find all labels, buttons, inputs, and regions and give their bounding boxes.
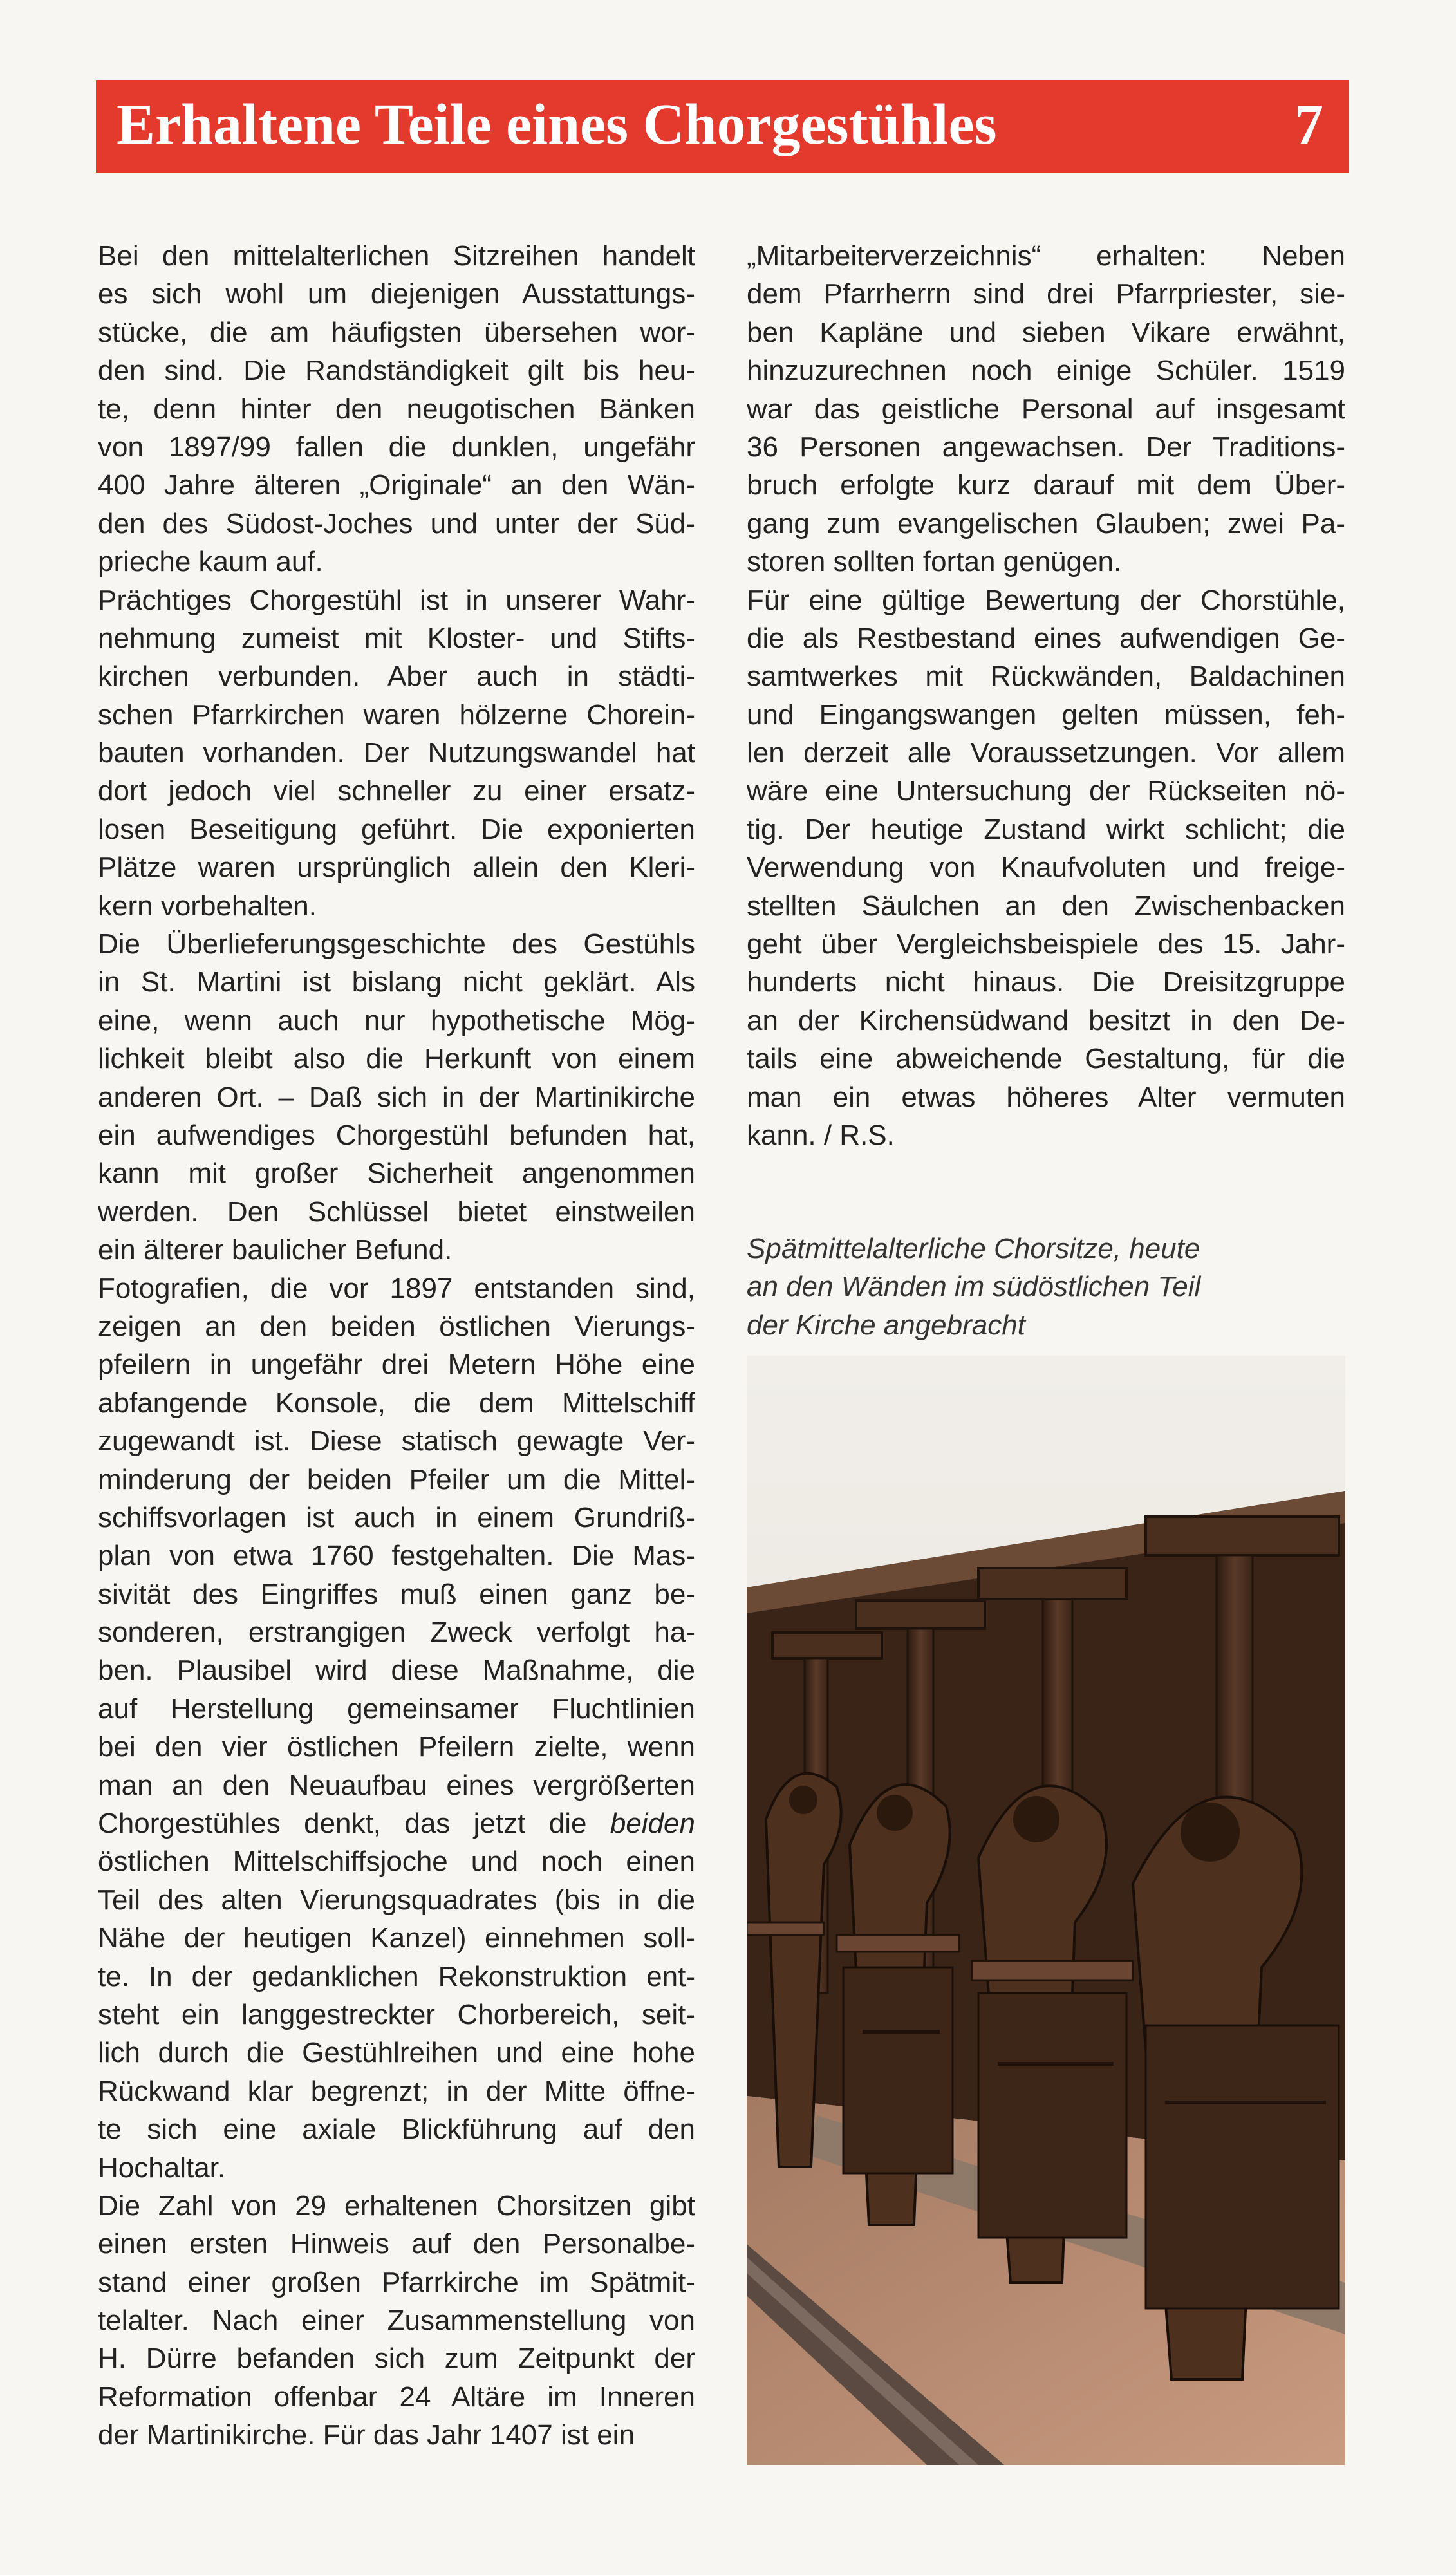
text-line: H. Dürre befanden sich zum Zeitpunkt der	[98, 2343, 695, 2375]
text-line: war das geistliche Personal auf insgesamt	[747, 393, 1345, 425]
emphasis: beiden	[610, 1808, 695, 1840]
text-line: gang zum evangelischen Glauben; zwei Pa-	[747, 507, 1345, 539]
text-line: Die Überlieferungsgeschichte des Gestühls	[98, 928, 695, 960]
text-line: schen Pfarrkirchen waren hölzerne Chorein-	[98, 698, 695, 731]
choir-stalls-illustration	[747, 1356, 1345, 2465]
right-text-column	[747, 237, 1345, 1154]
text-line: steht ein langgestreckter Chorbereich, seit-	[98, 1998, 695, 2030]
text-line: kern vorbehalten.	[98, 890, 317, 922]
text-line: eine, wenn auch nur hypothetische Mög-	[98, 1004, 695, 1036]
text-line: bruch erfolgte kurz darauf mit dem Über-	[747, 469, 1345, 501]
chapter-title: Erhaltene Teile eines Chorgestühles	[117, 93, 997, 156]
text-line: te, denn hinter den neugotischen Bänken	[98, 393, 695, 425]
text-line: auf Herstellung gemeinsamer Fluchtlinien	[98, 1692, 695, 1725]
text-line: hunderts nicht hinaus. Die Dreisitzgruppe	[747, 966, 1345, 998]
text-line: Die Zahl von 29 erhaltenen Chorsitzen gibt	[98, 2189, 695, 2222]
caption-line: der Kirche angebracht	[747, 1309, 1025, 1341]
text-line: hinzuzurechnen noch einige Schüler. 1519	[747, 355, 1345, 387]
text-line: ein älterer baulicher Befund.	[98, 1234, 453, 1266]
text-line: Bei den mittelalterlichen Sitzreihen handelt	[98, 240, 695, 272]
text-line	[98, 1804, 695, 1842]
text-line: Für eine gültige Bewertung der Chorstühle,	[747, 584, 1345, 616]
text-line: kann mit großer Sicherheit angenommen	[98, 1157, 695, 1190]
text-line: dort jedoch viel schneller zu einer ersatz-	[98, 775, 695, 807]
text-line: stellten Säulchen an den Zwischenbacken	[747, 890, 1345, 922]
text-line: den des Südost-Joches und unter der Süd-	[98, 507, 695, 539]
choir-stalls-photo	[747, 1356, 1345, 2465]
text-line: ben Kapläne und sieben Vikare erwähnt,	[747, 316, 1345, 348]
text-line: pfeilern in ungefähr drei Metern Höhe eine	[98, 1349, 695, 1381]
text-line: tig. Der heutige Zustand wirkt schlicht; die	[747, 813, 1345, 845]
text-line: man an den Neuaufbau eines vergrößerten	[98, 1769, 695, 1801]
text-line: 400 Jahre älteren „Originale“ an den Wän-	[98, 469, 695, 501]
text-line-part: Chorgestühles denkt, das jetzt die	[98, 1808, 587, 1840]
text-line: Hochaltar.	[98, 2151, 226, 2184]
text-line: plan von etwa 1760 festgehalten. Die Mas-	[98, 1540, 695, 1572]
text-line: sivität des Eingriffes muß einen ganz be-	[98, 1578, 695, 1610]
text-line: prieche kaum auf.	[98, 546, 323, 578]
text-line: 36 Personen angewachsen. Der Traditions-	[747, 431, 1345, 463]
text-line: zeigen an den beiden östlichen Vierungs-	[98, 1310, 695, 1342]
text-line: geht über Vergleichsbeispiele des 15. Jahr-	[747, 928, 1345, 960]
text-line: samtwerkes mit Rückwänden, Baldachinen	[747, 660, 1345, 693]
text-line: Prächtiges Chorgestühl ist in unserer Wahr-	[98, 584, 695, 616]
text-line: Teil des alten Vierungsquadrates (bis in die	[98, 1884, 695, 1916]
text-line: te sich eine axiale Blickführung auf den	[98, 2113, 695, 2146]
text-line: wäre eine Untersuchung der Rückseiten nö-	[747, 775, 1345, 807]
caption-line: an den Wänden im südöstlichen Teil	[747, 1271, 1201, 1303]
text-line: Nähe der heutigen Kanzel) einnehmen soll-	[98, 1922, 695, 1954]
caption-line: Spätmittelalterliche Chorsitze, heute	[747, 1233, 1200, 1264]
text-line: und Eingangswangen gelten müssen, feh-	[747, 698, 1345, 731]
text-line: storen sollten fortan genügen.	[747, 546, 1122, 578]
text-line: nehmung zumeist mit Kloster- und Stifts-	[98, 622, 695, 654]
text-line: den sind. Die Randständigkeit gilt bis heu-	[98, 355, 695, 387]
text-line: kann. / R.S.	[747, 1119, 895, 1151]
page-number: 7	[1294, 93, 1323, 156]
text-line: Plätze waren ursprünglich allein den Kleri-	[98, 852, 695, 884]
text-line: te. In der gedanklichen Rekonstruktion ent-	[98, 1960, 695, 1992]
text-line: Fotografien, die vor 1897 entstanden sind,	[98, 1272, 695, 1304]
text-line: abfangende Konsole, die dem Mittelschiff	[98, 1387, 695, 1419]
text-line: der Martinikirche. Für das Jahr 1407 ist ein	[98, 2419, 635, 2451]
text-line: dem Pfarrherrn sind drei Pfarrpriester, sie-	[747, 278, 1345, 310]
text-line: len derzeit alle Voraussetzungen. Vor allem	[747, 737, 1345, 769]
text-line: lichkeit bleibt also die Herkunft von einem	[98, 1043, 695, 1075]
text-line: bei den vier östlichen Pfeilern zielte, wenn	[98, 1731, 695, 1763]
text-line: sonderen, erstrangigen Zweck verfolgt ha-	[98, 1616, 695, 1649]
text-line: ben. Plausibel wird diese Maßnahme, die	[98, 1654, 695, 1687]
text-line: östlichen Mittelschiffsjoche und noch einen	[98, 1846, 695, 1878]
left-text-column	[98, 237, 695, 2455]
text-line: tails eine abweichende Gestaltung, für die	[747, 1043, 1345, 1075]
text-line: losen Beseitigung geführt. Die exponierten	[98, 813, 695, 845]
text-line: anderen Ort. – Daß sich in der Martinikirche	[98, 1081, 695, 1113]
text-line: Rückwand klar begrenzt; in der Mitte öffne-	[98, 2075, 695, 2107]
text-line: von 1897/99 fallen die dunklen, ungefähr	[98, 431, 695, 463]
text-line: schiffsvorlagen ist auch in einem Grundriß-	[98, 1501, 695, 1533]
text-line: einen ersten Hinweis auf den Personalbe-	[98, 2228, 695, 2260]
text-line: Reformation offenbar 24 Altäre im Inneren	[98, 2381, 695, 2413]
chapter-header	[96, 80, 1349, 173]
text-line: lich durch die Gestühlreihen und eine hohe	[98, 2037, 695, 2069]
photo-caption	[747, 1230, 1345, 1344]
text-line: Verwendung von Knaufvoluten und freige-	[747, 852, 1345, 884]
text-line: minderung der beiden Pfeiler um die Mittel-	[98, 1463, 695, 1495]
text-line: kirchen verbunden. Aber auch in städti-	[98, 660, 695, 693]
text-line: „Mitarbeiterverzeichnis“ erhalten: Neben	[747, 240, 1345, 272]
text-line: bauten vorhanden. Der Nutzungswandel hat	[98, 737, 695, 769]
text-line: zugewandt ist. Diese statisch gewagte Ver-	[98, 1425, 695, 1457]
text-line: an der Kirchensüdwand besitzt in den De-	[747, 1004, 1345, 1036]
text-line: ein aufwendiges Chorgestühl befunden hat,	[98, 1119, 695, 1151]
text-line: telalter. Nach einer Zusammenstellung von	[98, 2305, 695, 2337]
text-line: es sich wohl um diejenigen Ausstattungs-	[98, 278, 695, 310]
text-line: stücke, die am häufigsten übersehen wor-	[98, 316, 695, 348]
text-line: in St. Martini ist bislang nicht geklärt. Als	[98, 966, 695, 998]
text-line: die als Restbestand eines aufwendigen Ge-	[747, 622, 1345, 654]
text-line: werden. Den Schlüssel bietet einstweilen	[98, 1195, 695, 1228]
text-line: stand einer großen Pfarrkirche im Spätmit-	[98, 2266, 695, 2298]
text-line: man ein etwas höheres Alter vermuten	[747, 1081, 1345, 1113]
